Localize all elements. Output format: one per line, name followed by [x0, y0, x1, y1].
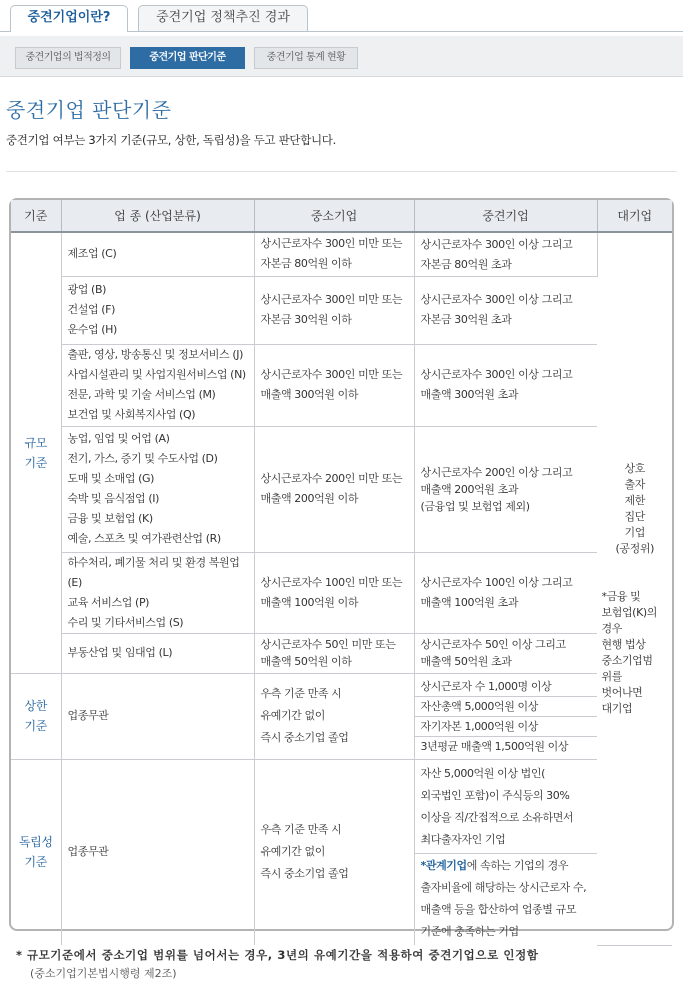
upper-criteria-label: 상한 기준 [11, 673, 61, 759]
sme-cell: 우측 기준 만족 시 유예기간 없이 즉시 중소기업 졸업 [254, 673, 414, 759]
size-criteria-label: 규모 기준 [11, 232, 61, 673]
sme-cell: 상시근로자수 50인 미만 또는 매출액 50억원 이하 [254, 633, 414, 673]
industry-cell: 하수처리, 폐기물 처리 및 환경 복원업 (E) 교육 서비스업 (P) 수리 및 기타서비스업 (S) [61, 552, 254, 633]
table-row [11, 426, 672, 552]
industry-cell: 광업 (B) 건설업 (F) 운수업 (H) [61, 276, 254, 344]
industry-cell: 출판, 영상, 방송통신 및 정보서비스 (J) 사업시설관리 및 사업지원서비스업 (N) 전문, 과학 및 기술 서비스업 (M) 보건업 및 사회복지사업 (Q) [61, 344, 254, 426]
sme-cell: 상시근로자수 200인 미만 또는 매출액 200억원 이하 [254, 426, 414, 552]
independence-criteria-label: 독립성 기준 [11, 759, 61, 945]
header-midsize: 중견기업 [414, 200, 597, 232]
subnav-criteria[interactable]: 중견기업 판단기준 [130, 47, 245, 69]
divider [6, 171, 677, 172]
sme-cell: 상시근로자수 300인 미만 또는 자본금 30억원 이하 [254, 276, 414, 344]
table-row [11, 344, 672, 426]
footnote-source: (중소기업기본법시행령 제2조) [30, 967, 177, 980]
midsize-cell: 자산 5,000억원 이상 법인( 외국법인 포함)이 주식등의 30% 이상을 직/간접적으로 소유하면서 최다출자자인 기업 *관계기업에 속하는 기업의 경우 출자비율에 해당하는 상시근로자 수, 매출액 등을 합산하여 업종별 규모 기준에 충족하는 기업 [414, 759, 597, 945]
sme-cell: 상시근로자수 300인 미만 또는 매출액 300억원 이하 [254, 344, 414, 426]
table-header-row [11, 200, 672, 232]
table-row [11, 759, 672, 945]
table-row [11, 276, 672, 344]
table-row [11, 232, 672, 276]
header-criteria: 기준 [11, 200, 61, 232]
large-enterprise-cell: 상호 출자 제한 집단 기업 (공정위) *금융 및 보험업(K)의 경우 현행 법상 중소기업범 위를 벗어나면 대기업 [597, 232, 672, 945]
header-sme: 중소기업 [254, 200, 414, 232]
table-row [11, 633, 672, 673]
subnav-legal-definition[interactable]: 중견기업의 법적정의 [15, 47, 121, 69]
industry-cell: 농업, 임업 및 어업 (A) 전기, 가스, 증기 및 수도사업 (D) 도매 및 소매업 (G) 숙박 및 음식점업 (I) 금융 및 보험업 (K) 예술, 스포츠 및 여가관련산업 (R) [61, 426, 254, 552]
sme-cell: 상시근로자수 100인 미만 또는 매출액 100억원 이하 [254, 552, 414, 633]
sub-navigation [0, 36, 683, 77]
industry-cell: 제조업 (C) [61, 232, 254, 276]
tab-policy-history[interactable]: 중견기업 정책추진 경과 [138, 5, 308, 31]
large-enterprise-note: *금융 및 보험업(K)의 경우 현행 법상 중소기업범 위를 벗어나면 대기업 [601, 589, 658, 715]
top-tabs [0, 0, 683, 32]
page-description: 중견기업 여부는 3가지 기준(규모, 상한, 독립성)을 두고 판단합니다. [6, 133, 336, 147]
midsize-cell: 상시근로자수 50인 이상 그리고 매출액 50억원 초과 [414, 633, 597, 673]
midsize-cell: 상시근로자수 300인 이상 그리고 자본금 80억원 초과 [414, 232, 597, 276]
sme-cell: 상시근로자수 300인 미만 또는 자본금 80억원 이하 [254, 232, 414, 276]
sme-cell: 우측 기준 만족 시 유예기간 없이 즉시 중소기업 졸업 [254, 759, 414, 945]
midsize-cell: 상시근로자수 100인 이상 그리고 매출액 100억원 초과 [414, 552, 597, 633]
midsize-cell: 상시근로자수 300인 이상 그리고 매출액 300억원 초과 [414, 344, 597, 426]
midsize-cell: 상시근로자수 200인 이상 그리고 매출액 200억원 초과 (금융업 및 보험업 제외) [414, 426, 597, 552]
criteria-table [9, 198, 674, 938]
industry-cell: 업종무관 [61, 759, 254, 945]
midsize-cell: 상시근로자수 300인 이상 그리고 자본금 30억원 초과 [414, 276, 597, 344]
footnote: * 규모기준에서 중소기업 범위를 넘어서는 경우, 3년의 유예기간을 적용하여 중견기업으로 인정함 [16, 948, 539, 962]
subnav-statistics[interactable]: 중견기업 통계 현황 [254, 47, 358, 69]
table-row [11, 673, 672, 759]
tab-what-is-midsize[interactable]: 중견기업이란? [10, 5, 128, 32]
header-industry: 업 종 (산업분류) [61, 200, 254, 232]
header-large: 대기업 [597, 200, 672, 232]
page-title: 중견기업 판단기준 [6, 98, 172, 122]
industry-cell: 업종무관 [61, 673, 254, 759]
table-row [11, 552, 672, 633]
related-company-highlight: *관계기업 [420, 858, 467, 872]
midsize-cell: 상시근로자 수 1,000명 이상 자산총액 5,000억원 이상 자기자본 1,000억원 이상 3년평균 매출액 1,500억원 이상 [414, 673, 597, 759]
industry-cell: 부동산업 및 임대업 (L) [61, 633, 254, 673]
